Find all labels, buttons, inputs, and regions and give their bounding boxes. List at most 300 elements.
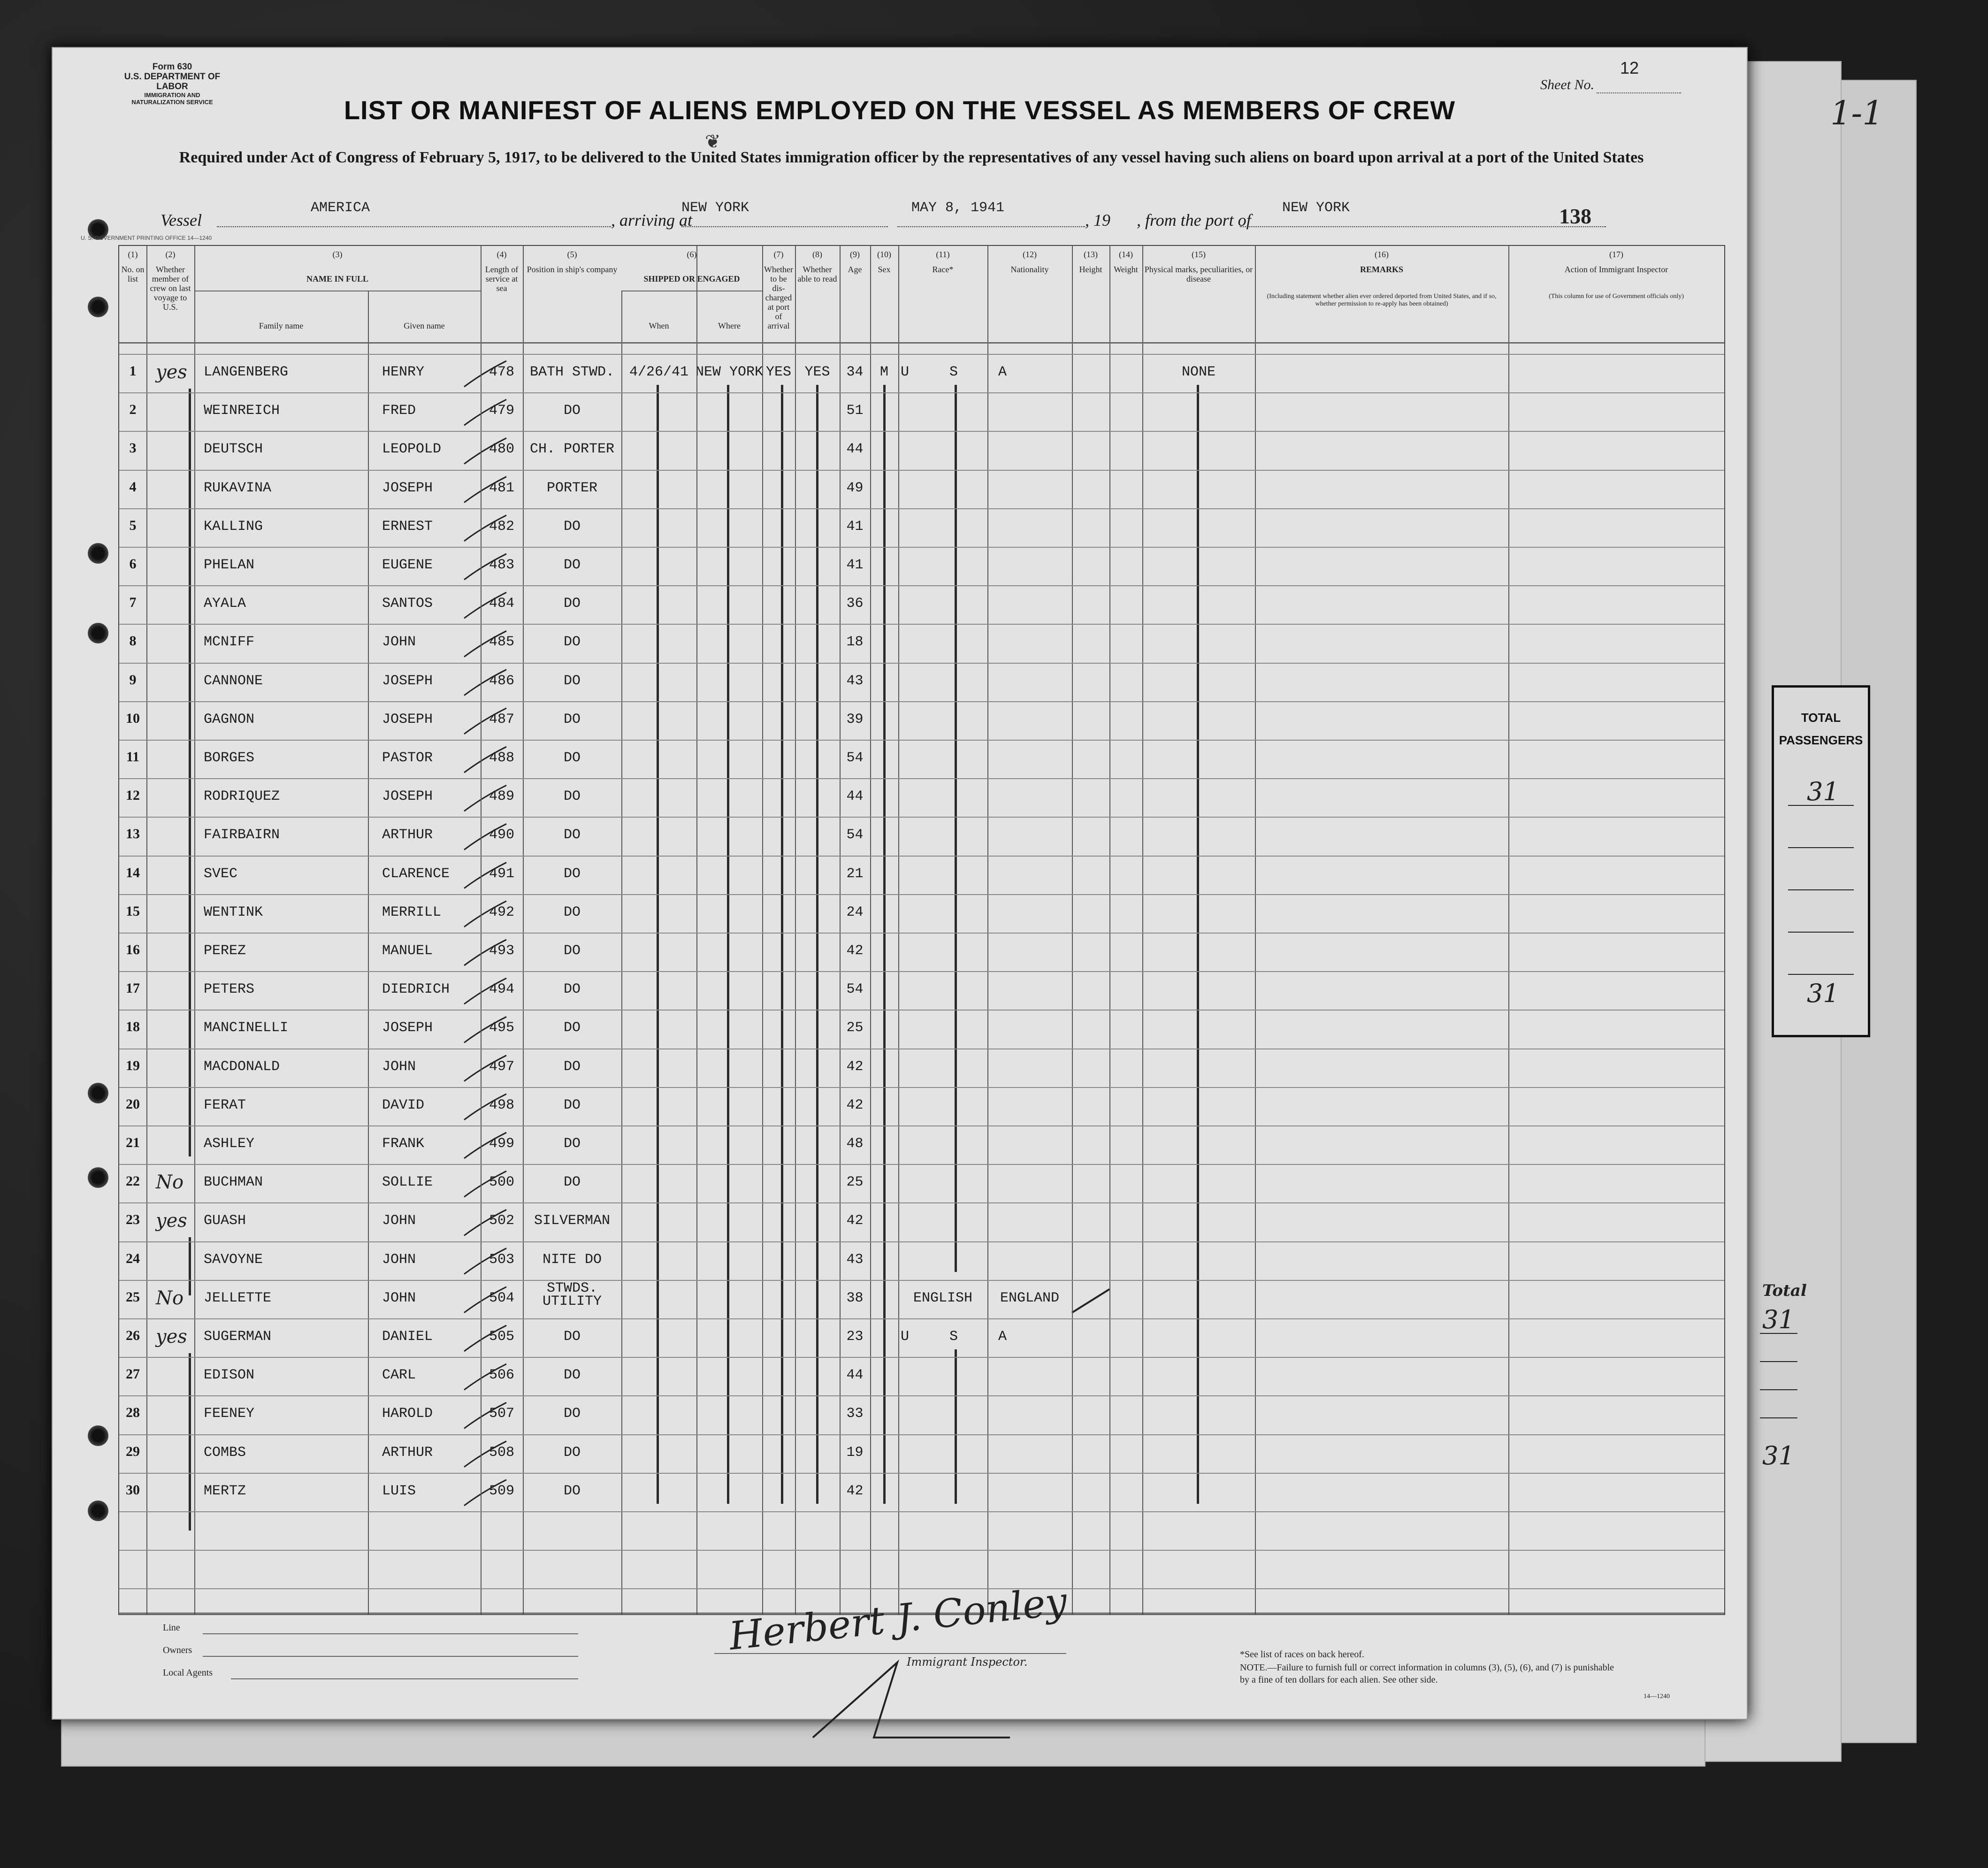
given-name: ARTHUR	[382, 1444, 433, 1461]
row-rule	[119, 971, 1724, 972]
shipped-when: 4/26/41	[629, 364, 689, 380]
family-name: ASHLEY	[204, 1136, 255, 1152]
total-line	[1760, 1333, 1797, 1334]
age: 41	[846, 518, 864, 535]
column-number: (14)	[1119, 250, 1133, 259]
service-length: 506	[489, 1367, 514, 1384]
ship-position: DO	[563, 518, 581, 535]
ship-position: DO	[563, 1097, 581, 1113]
manifest-number: 138	[1559, 204, 1591, 228]
family-name: MACDONALD	[204, 1058, 280, 1075]
service-length: 480	[489, 441, 514, 458]
column-rule	[1508, 246, 1509, 1614]
family-name: BUCHMAN	[204, 1174, 263, 1191]
column-header: Length of service at sea	[485, 265, 519, 293]
column-subheader: When	[649, 321, 669, 330]
check-mark	[464, 1017, 506, 1042]
inspector-signature: Herbert J. Conley	[727, 1579, 1070, 1659]
ship-position: DO	[563, 711, 581, 727]
column-header: Age	[848, 265, 862, 274]
given-name: PASTOR	[382, 750, 433, 766]
given-name: SANTOS	[382, 596, 433, 612]
given-name: EUGENE	[382, 557, 433, 573]
age: 43	[846, 673, 864, 689]
able-to-read: YES	[804, 364, 830, 380]
binder-hole	[88, 1501, 108, 1521]
ship-position: PORTER	[546, 480, 598, 496]
penalty-note: NOTE.—Failure to furnish full or correct information in columns (3), (5), (6), and (7) is punishable by a fine of ten dollars for each alien. See other side.	[1240, 1662, 1614, 1685]
column-rule	[987, 246, 988, 1614]
column-note: (This column for use of Government officials only)	[1549, 293, 1684, 300]
column-header: NAME IN FULL	[306, 274, 368, 283]
family-name: SAVOYNE	[204, 1251, 263, 1268]
family-name: SVEC	[204, 865, 238, 882]
ship-position: DO	[563, 750, 581, 766]
row-number: 28	[126, 1405, 140, 1421]
row-number: 13	[126, 826, 140, 842]
age: 19	[846, 1444, 864, 1461]
ship-position: DO	[563, 596, 581, 612]
family-name: BORGES	[204, 750, 255, 766]
family-name: EDISON	[204, 1367, 255, 1384]
binder-hole	[88, 1083, 108, 1103]
ship-position: DO	[563, 789, 581, 805]
age: 54	[846, 827, 864, 843]
check-mark	[464, 631, 506, 657]
age: 51	[846, 403, 864, 419]
age: 42	[846, 943, 864, 959]
vessel-line	[53, 198, 1747, 231]
check-mark	[464, 1133, 506, 1158]
side-mark: 1-1	[1830, 94, 1883, 132]
ship-position: CH. PORTER	[529, 441, 615, 458]
vessel-name: AMERICA	[311, 200, 370, 216]
check-mark	[464, 1094, 506, 1120]
total-line	[1760, 1389, 1797, 1390]
check-mark	[1072, 1289, 1109, 1313]
column-subheader: Family name	[259, 321, 304, 330]
column-rule	[194, 246, 195, 1614]
totals-line	[1788, 974, 1854, 975]
fill-line	[681, 226, 888, 227]
given-name: JOSEPH	[382, 1020, 433, 1036]
row-number: 10	[126, 710, 140, 726]
age: 24	[846, 904, 864, 920]
age: 33	[846, 1406, 864, 1422]
totals-line	[1788, 932, 1854, 933]
row-rule	[119, 547, 1724, 548]
age: 44	[846, 1367, 864, 1384]
column-number: (2)	[165, 250, 176, 259]
family-name: FERAT	[204, 1097, 246, 1113]
check-mark	[464, 708, 506, 734]
check-mark	[464, 1210, 506, 1235]
check-mark	[464, 824, 506, 850]
column-rule	[840, 246, 841, 1614]
column-number: (17)	[1609, 250, 1623, 259]
given-name: CARL	[382, 1367, 416, 1384]
service-length: 489	[489, 789, 514, 805]
column-number: (3)	[332, 250, 343, 259]
age: 44	[846, 789, 864, 805]
row-number: 18	[126, 1019, 140, 1035]
column-header: Position in ship's company	[527, 265, 618, 274]
crew-last-voyage: No	[156, 1287, 184, 1309]
family-name: RODRIQUEZ	[204, 789, 280, 805]
age: 41	[846, 557, 864, 573]
binder-hole	[88, 623, 108, 643]
ship-position: DO	[563, 673, 581, 689]
race: ENGLISH	[913, 1290, 973, 1306]
column-number: (9)	[850, 250, 860, 259]
ship-position: DO	[563, 1058, 581, 1075]
total-label: Total	[1762, 1281, 1807, 1300]
row-number: 30	[126, 1482, 140, 1498]
column-rule	[523, 246, 524, 1614]
nationality: ENGLAND	[1000, 1290, 1060, 1306]
service-length: 478	[489, 364, 514, 380]
form-number: Form 630	[152, 62, 192, 72]
page-subtitle: Required under Act of Congress of February 5, 1917, to be delivered to the United States immigration officer by the representatives of any vessel having such aliens on board upon arrival at a port of the United States	[179, 149, 1644, 166]
row-number: 12	[126, 788, 140, 804]
check-mark	[464, 361, 506, 387]
check-mark	[464, 1325, 506, 1351]
ship-position: DO	[563, 1136, 581, 1152]
row-number: 15	[126, 903, 140, 919]
row-number: 14	[126, 865, 140, 880]
row-rule	[119, 508, 1724, 509]
family-name: AYALA	[204, 596, 246, 612]
row-rule	[119, 701, 1724, 702]
given-name: JOSEPH	[382, 711, 433, 727]
sheet-number-value: 12	[1620, 58, 1639, 77]
service-length: 509	[489, 1483, 514, 1499]
given-name: DIEDRICH	[382, 981, 450, 998]
column-rule	[795, 246, 796, 1614]
row-rule	[119, 856, 1724, 857]
column-rule	[870, 246, 871, 1614]
total-line	[1760, 1417, 1797, 1418]
sheet-number-line	[1597, 92, 1681, 93]
given-name: ERNEST	[382, 518, 433, 535]
totals-line	[1788, 889, 1854, 890]
column-number: (10)	[877, 250, 891, 259]
local-agents-label: Local Agents	[163, 1668, 213, 1678]
ship-position: DO	[563, 981, 581, 998]
row-rule	[119, 354, 1724, 355]
check-mark	[464, 863, 506, 888]
page-title: LIST OR MANIFEST OF ALIENS EMPLOYED ON THE VESSEL AS MEMBERS OF CREW	[344, 95, 1456, 125]
totals-sum: 31	[1807, 979, 1839, 1008]
given-name: DAVID	[382, 1097, 425, 1113]
given-name: FRANK	[382, 1136, 425, 1152]
given-name: JOHN	[382, 634, 416, 651]
given-name: JOHN	[382, 1058, 416, 1075]
row-rule	[119, 1010, 1724, 1011]
sheet-number-label: Sheet No.	[1540, 77, 1594, 92]
check-mark	[464, 438, 506, 464]
service-length: 507	[489, 1406, 514, 1422]
service-length: 497	[489, 1058, 514, 1075]
row-rule	[119, 1202, 1724, 1203]
family-name: MERTZ	[204, 1483, 246, 1499]
service-length: 494	[489, 981, 514, 998]
totals-card	[1772, 685, 1870, 1037]
family-name: WEINREICH	[204, 403, 280, 419]
line-label: Line	[163, 1623, 180, 1633]
row-rule	[119, 740, 1724, 741]
age: 38	[846, 1290, 864, 1306]
total-line	[1760, 1361, 1797, 1362]
shipped-where: NEW YORK	[695, 364, 764, 380]
column-header: Race*	[932, 265, 954, 274]
column-header: Whether to be dis-charged at port of arrival	[764, 265, 793, 330]
check-mark	[464, 1287, 506, 1313]
ship-position: DO	[563, 1329, 581, 1345]
ship-position: DO	[563, 827, 581, 843]
check-mark	[464, 1480, 506, 1506]
ship-position: DO	[563, 1174, 581, 1191]
family-name: FAIRBAIRN	[204, 827, 280, 843]
given-name: LUIS	[382, 1483, 416, 1499]
column-header: Sex	[878, 265, 891, 274]
service-length: 485	[489, 634, 514, 651]
family-name: MANCINELLI	[204, 1020, 289, 1036]
ship-position: DO	[563, 1020, 581, 1036]
inspector-label: Immigrant Inspector.	[907, 1655, 1028, 1669]
age: 25	[846, 1174, 864, 1191]
arriving-port: NEW YORK	[681, 200, 749, 216]
column-number: (1)	[128, 250, 138, 259]
ship-position: DO	[563, 557, 581, 573]
header-rule	[119, 342, 1724, 344]
column-rule	[368, 291, 369, 1614]
ship-position: DO	[563, 865, 581, 882]
ship-position: BATH STWD.	[529, 364, 615, 380]
age: 42	[846, 1097, 864, 1113]
column-number: (13)	[1084, 250, 1098, 259]
race: U S A	[900, 364, 1023, 380]
discharged: YES	[765, 364, 791, 380]
given-name: DANIEL	[382, 1329, 433, 1345]
row-rule	[119, 585, 1724, 586]
service-length: 488	[489, 750, 514, 766]
family-name: LANGENBERG	[204, 364, 289, 380]
ship-position: DO	[563, 1483, 581, 1499]
crew-last-voyage: No	[156, 1171, 184, 1194]
age: 48	[846, 1136, 864, 1152]
family-name: WENTINK	[204, 904, 263, 920]
service-length: 498	[489, 1097, 514, 1113]
ship-position: DO	[563, 904, 581, 920]
column-subheader: Where	[718, 321, 741, 330]
age: 54	[846, 981, 864, 998]
races-note: *See list of races on back hereof.	[1240, 1649, 1364, 1660]
row-number: 6	[129, 556, 137, 572]
row-rule	[119, 663, 1724, 664]
family-name: CANNONE	[204, 673, 263, 689]
column-number: (12)	[1023, 250, 1037, 259]
row-rule	[119, 1395, 1724, 1396]
ship-position: DO	[563, 943, 581, 959]
row-rule	[119, 894, 1724, 895]
service-length: 484	[489, 596, 514, 612]
service-length: 499	[489, 1136, 514, 1152]
row-number: 8	[129, 633, 137, 649]
service-length: 487	[489, 711, 514, 727]
service-length: 493	[489, 943, 514, 959]
check-mark	[464, 1364, 506, 1390]
column-header: Whether member of crew on last voyage to U.S.	[150, 265, 191, 312]
check-mark	[464, 785, 506, 811]
local-agents-field	[231, 1678, 578, 1679]
service-length: 482	[489, 518, 514, 535]
check-mark	[464, 940, 506, 965]
age: 42	[846, 1483, 864, 1499]
row-number: 25	[126, 1289, 140, 1305]
age: 36	[846, 596, 864, 612]
check-mark	[464, 747, 506, 773]
row-rule	[119, 1280, 1724, 1281]
check-mark	[464, 901, 506, 927]
column-header: REMARKS	[1360, 265, 1403, 274]
age: 39	[846, 711, 864, 727]
check-mark	[464, 477, 506, 503]
row-number: 7	[129, 595, 137, 611]
column-header: Nationality	[1010, 265, 1049, 274]
column-rule	[146, 246, 147, 1614]
form-department: U.S. DEPARTMENT OF LABOR	[124, 72, 221, 92]
year-label: , 19	[1085, 211, 1110, 230]
age: 21	[846, 865, 864, 882]
row-rule	[119, 431, 1724, 432]
age: 42	[846, 1058, 864, 1075]
family-name: JELLETTE	[204, 1290, 272, 1306]
age: 34	[846, 364, 864, 380]
service-length: 503	[489, 1251, 514, 1268]
check-mark	[464, 1402, 506, 1428]
row-rule	[119, 1511, 1724, 1512]
family-name: GUASH	[204, 1213, 246, 1229]
column-header: Action of Immigrant Inspector	[1564, 265, 1668, 274]
service-length: 492	[489, 904, 514, 920]
signature-flourish	[803, 1644, 1015, 1747]
service-length: 502	[489, 1213, 514, 1229]
column-number: (7)	[773, 250, 784, 259]
given-name: FRED	[382, 403, 416, 419]
crew-table	[118, 245, 1725, 1615]
column-header: No. on list	[121, 265, 145, 283]
age: 43	[846, 1251, 864, 1268]
family-name: COMBS	[204, 1444, 246, 1461]
column-number: (11)	[936, 250, 950, 259]
sex: M	[879, 364, 888, 380]
row-number: 20	[126, 1096, 140, 1112]
from-port: NEW YORK	[1282, 200, 1350, 216]
column-number: (16)	[1375, 250, 1389, 259]
manifest-sheet	[52, 47, 1748, 1720]
owners-label: Owners	[163, 1645, 192, 1655]
totals-line	[1788, 847, 1854, 848]
row-number: 26	[126, 1328, 140, 1343]
arrival-date: MAY 8, 1941	[911, 200, 1005, 216]
row-rule	[119, 933, 1724, 934]
column-number: (8)	[812, 250, 822, 259]
ship-position: NITE DO	[542, 1251, 602, 1268]
fill-line	[1240, 226, 1606, 227]
row-number: 17	[126, 980, 140, 996]
given-name: JOHN	[382, 1213, 416, 1229]
row-number: 22	[126, 1173, 140, 1189]
check-mark	[464, 670, 506, 696]
binder-hole	[88, 543, 108, 564]
column-rule	[621, 291, 622, 1614]
row-rule	[119, 392, 1724, 393]
age: 23	[846, 1329, 864, 1345]
family-name: DEUTSCH	[204, 441, 263, 458]
column-header: SHIPPED OR ENGAGED	[643, 274, 740, 283]
given-name: JOHN	[382, 1251, 416, 1268]
family-name: SUGERMAN	[204, 1329, 272, 1345]
check-mark	[464, 592, 506, 618]
row-rule	[119, 1588, 1724, 1589]
service-length: 483	[489, 557, 514, 573]
check-mark	[464, 1441, 506, 1467]
age: 42	[846, 1213, 864, 1229]
service-length: 508	[489, 1444, 514, 1461]
age: 44	[846, 441, 864, 458]
printer-line: U. S. GOVERNMENT PRINTING OFFICE 14—1240	[81, 235, 212, 241]
row-number: 27	[126, 1366, 140, 1382]
column-rule	[1142, 246, 1143, 1614]
service-length: 481	[489, 480, 514, 496]
row-rule	[119, 470, 1724, 471]
totals-label: TOTAL PASSENGERS	[1779, 711, 1863, 747]
check-mark	[464, 399, 506, 425]
row-rule	[119, 1241, 1724, 1242]
family-name: PETERS	[204, 981, 255, 998]
row-number: 1	[129, 363, 137, 379]
binder-hole	[88, 1167, 108, 1188]
row-number: 21	[126, 1135, 140, 1150]
form-service: IMMIGRATION AND NATURALIZATION SERVICE	[131, 92, 213, 106]
given-name: HAROLD	[382, 1406, 433, 1422]
given-name: SOLLIE	[382, 1174, 433, 1191]
column-rule	[696, 246, 697, 1614]
age: 54	[846, 750, 864, 766]
form-code: 14—1240	[1644, 1693, 1670, 1700]
physical-marks: NONE	[1181, 364, 1216, 380]
check-mark	[464, 1056, 506, 1081]
service-length: 500	[489, 1174, 514, 1191]
from-port-label: , from the port of	[1137, 211, 1251, 230]
row-rule	[119, 1357, 1724, 1358]
column-rule	[1072, 246, 1073, 1614]
check-mark	[464, 1248, 506, 1274]
arriving-label: , arriving at	[611, 211, 693, 230]
check-mark	[464, 554, 506, 580]
column-subheader: Given name	[404, 321, 445, 330]
family-name: GAGNON	[204, 711, 255, 727]
age: 49	[846, 480, 864, 496]
column-number: (4)	[497, 250, 507, 259]
row-rule	[119, 1164, 1724, 1165]
given-name: HENRY	[382, 364, 425, 380]
row-rule	[119, 817, 1724, 818]
service-length: 495	[489, 1020, 514, 1036]
family-name: PHELAN	[204, 557, 255, 573]
owners-field	[203, 1656, 578, 1657]
